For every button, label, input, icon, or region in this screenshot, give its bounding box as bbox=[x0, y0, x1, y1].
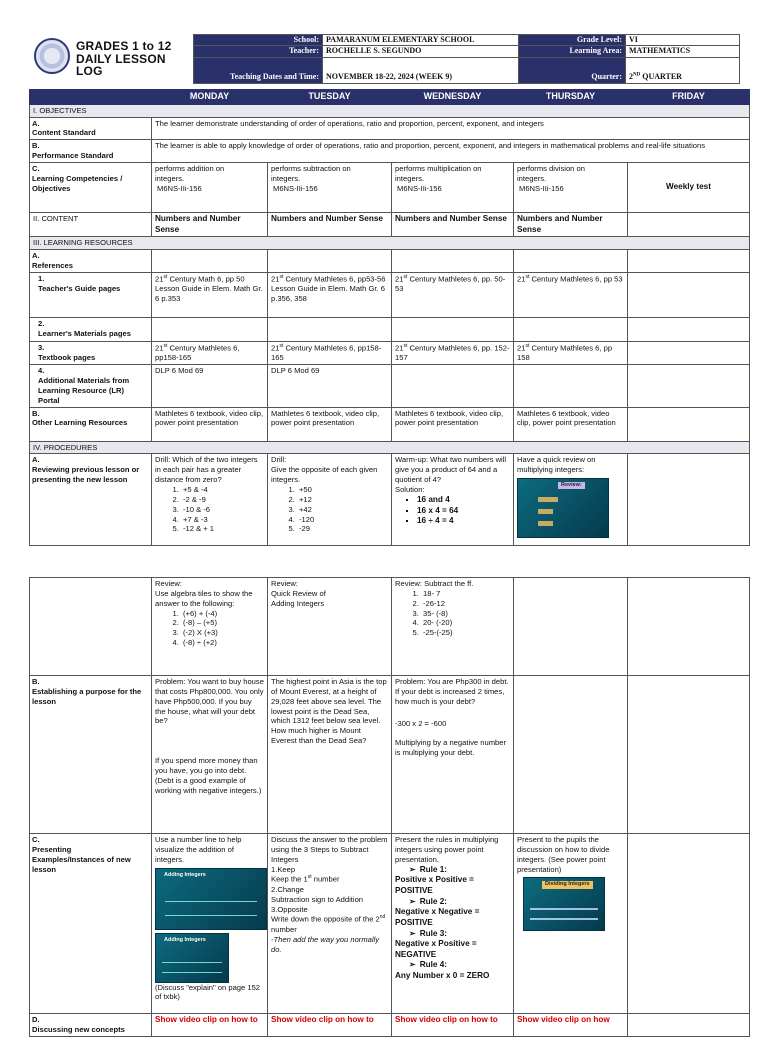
label-references: A.References bbox=[30, 250, 152, 273]
content-thursday: Numbers and Number Sense bbox=[514, 212, 628, 236]
tg-thursday: 21st Century Mathletes 6, pp 53 bbox=[514, 272, 628, 317]
label-presenting: C.Presenting Examples/Instances of new lesson bbox=[30, 834, 152, 1014]
day-tuesday: TUESDAY bbox=[268, 90, 392, 105]
teacher-label: Teacher: bbox=[194, 46, 323, 57]
tb-tuesday: 21st Century Mathletes 6, pp158-165 bbox=[268, 341, 392, 364]
teaching-dates-label: Teaching Dates and Time: bbox=[194, 57, 323, 83]
review2-tuesday: Review: Quick Review of Adding Integers bbox=[268, 578, 392, 676]
review2-monday: Review: Use algebra tiles to show the answer to the following: 1. (+6) + (-4) 2. (-8) – (+5) 3. (-2) X (+3) 4. (-8) ÷ (+2) bbox=[152, 578, 268, 676]
teacher-value: ROCHELLE S. SEGUNDO bbox=[323, 46, 519, 57]
label-discussing: D.Discussing new concepts bbox=[30, 1014, 152, 1037]
adding-integers-slide-1: Adding Integers bbox=[155, 868, 267, 930]
lesson-log-table bbox=[29, 89, 750, 546]
am-tuesday: DLP 6 Mod 69 bbox=[268, 365, 392, 407]
section-objectives: I. OBJECTIVES bbox=[30, 104, 750, 117]
am-monday: DLP 6 Mod 69 bbox=[152, 365, 268, 407]
review2-wednesday: Review: Subtract the ff. 1. 18- 7 2. -26-12 3. 35- (-8) 4. 20- (-20) 5. -25-(-25) bbox=[392, 578, 514, 676]
purpose-wednesday: Problem: You are Php300 in debt. If your debt is increased 2 times, how much is your debt? -300 x 2 = -600 Multiplying by a negative number is multiplying your debt. bbox=[392, 676, 514, 834]
presenting-monday: Use a number line to help visualize the addition of integers. Adding Integers Adding Integers (Discuss "explain" on page 152 of txbk) bbox=[152, 834, 268, 1014]
discussing-tuesday: Show video clip on how to bbox=[268, 1014, 392, 1037]
content-wednesday: Numbers and Number Sense bbox=[392, 212, 514, 236]
tb-monday: 21st Century Mathletes 6, pp158-165 bbox=[152, 341, 268, 364]
label-teachers-guide: 1.Teacher's Guide pages bbox=[30, 272, 152, 317]
competency-tuesday: performs subtraction on integers. M6NS-IIi-156 bbox=[268, 162, 392, 212]
quarter-label: Quarter: bbox=[519, 57, 626, 83]
school-value: PAMARANUM ELEMENTARY SCHOOL bbox=[323, 35, 519, 46]
review-thursday: Have a quick review on multiplying integers: Review: bbox=[514, 454, 628, 546]
school-label: School: bbox=[194, 35, 323, 46]
day-friday: FRIDAY bbox=[628, 90, 750, 105]
section-procedures: IV. PROCEDURES bbox=[30, 441, 750, 454]
discussing-wednesday: Show video clip on how to bbox=[392, 1014, 514, 1037]
adding-integers-slide-2: Adding Integers bbox=[155, 933, 229, 983]
label-additional-materials: 4.Additional Materials from Learning Resource (LR) Portal bbox=[30, 365, 152, 407]
olr-monday: Mathletes 6 textbook, video clip, power point presentation bbox=[152, 407, 268, 441]
tb-thursday: 21st Century Mathletes 6, pp 158 bbox=[514, 341, 628, 364]
label-textbook-pages: 3.Textbook pages bbox=[30, 341, 152, 364]
purpose-monday: Problem: You want to buy house that costs Php800,000. You only have Php500,000. If you buy the house, what will your debt be? If you spend more money than you have, you go into debt. (Debt is a good example of working with negative integers.) bbox=[152, 676, 268, 834]
tg-monday: 21st Century Math 6, pp 50 Lesson Guide in Elem. Math Gr. 6 p.353 bbox=[152, 272, 268, 317]
label-performance-standard: B.Performance Standard bbox=[30, 140, 152, 163]
tg-tuesday: 21st Century Mathletes 6, pp53-56 Lesson Guide in Elem. Math Gr. 6 p.356, 358 bbox=[268, 272, 392, 317]
learning-area-label: Learning Area: bbox=[519, 46, 626, 57]
review-tuesday: Drill: Give the opposite of each given integers. 1. +50 2. +12 3. +42 4. -120 5. -29 bbox=[268, 454, 392, 546]
discussing-thursday: Show video clip on how bbox=[514, 1014, 628, 1037]
lesson-log-table-continued bbox=[29, 577, 750, 1037]
teaching-dates-value: NOVEMBER 18-22, 2024 (WEEK 9) bbox=[323, 57, 519, 83]
grade-level-value: VI bbox=[626, 35, 740, 46]
day-thursday: THURSDAY bbox=[514, 90, 628, 105]
dll-title bbox=[76, 40, 172, 78]
title-line-2: DAILY LESSON bbox=[76, 51, 166, 66]
day-monday: MONDAY bbox=[152, 90, 268, 105]
tg-wednesday: 21st Century Mathletes 6, pp. 50-53 bbox=[392, 272, 514, 317]
content-tuesday: Numbers and Number Sense bbox=[268, 212, 392, 236]
presenting-tuesday: Discuss the answer to the problem using the 3 Steps to Subtract Integers 1.Keep Keep the 1st number 2.Change Subtraction sign to Addition 3.Opposite Write down the opposite of the 2nd number -Then add the way you normally do. bbox=[268, 834, 392, 1014]
deped-seal-logo bbox=[34, 38, 70, 74]
grade-level-label: Grade Level: bbox=[519, 35, 626, 46]
title-line-1: GRADES 1 to 12 bbox=[76, 39, 172, 53]
olr-tuesday: Mathletes 6 textbook, video clip, power point presentation bbox=[268, 407, 392, 441]
competency-friday: Weekly test bbox=[628, 162, 750, 212]
performance-standard-text: The learner is able to apply knowledge of order of operations, ratio and proportion, percent, exponent, and integers in mathematical problems and real-life situations bbox=[152, 140, 750, 163]
olr-thursday: Mathletes 6 textbook, video clip, power point presentation bbox=[514, 407, 628, 441]
discussing-monday: Show video clip on how to bbox=[152, 1014, 268, 1037]
tb-wednesday: 21st Century Mathletes 6, pp. 152-157 bbox=[392, 341, 514, 364]
day-wednesday: WEDNESDAY bbox=[392, 90, 514, 105]
content-monday: Numbers and Number Sense bbox=[152, 212, 268, 236]
competency-wednesday: performs multiplication on integers. M6NS-IIi-156 bbox=[392, 162, 514, 212]
section-learning-resources: III. LEARNING RESOURCES bbox=[30, 237, 750, 250]
review-slide-thumbnail: Review: bbox=[517, 478, 609, 538]
olr-wednesday: Mathletes 6 textbook, video clip, power point presentation bbox=[392, 407, 514, 441]
purpose-tuesday: The highest point in Asia is the top of Mount Everest, at a height of 29,028 feet above sea level. The lowest point is the Dead Sea, which 1312 feet below sea level. How much higher is Mount Everest than the Dead Sea? bbox=[268, 676, 392, 834]
day-header-row bbox=[30, 90, 750, 105]
presenting-wednesday: Present the rules in multiplying integers using power point presentation. ➢ Rule 1: Positive x Positive = POSITIVE ➢ Rule 2: Negative x Negative = POSITIVE ➢ Rule 3: Negative x Positive = NEGATIVE ➢ Rule 4: Any Number x 0 = ZERO bbox=[392, 834, 514, 1014]
label-learners-materials: 2.Learner's Materials pages bbox=[30, 317, 152, 341]
header-info-table bbox=[193, 34, 740, 84]
quarter-value: 2ND QUARTER bbox=[626, 57, 740, 83]
competency-monday: performs addition on integers. M6NS-IIi-156 bbox=[152, 162, 268, 212]
competency-thursday: performs division on integers. M6NS-IIi-156 bbox=[514, 162, 628, 212]
label-purpose: B.Establishing a purpose for the lesson bbox=[30, 676, 152, 834]
label-other-resources: B.Other Learning Resources bbox=[30, 407, 152, 441]
content-standard-text: The learner demonstrate understanding of order of operations, ratio and proportion, percent, exponent, and integers bbox=[152, 117, 750, 140]
presenting-thursday: Present to the pupils the discussion on how to divide integers. (See power point presentation) Dividing Integers bbox=[514, 834, 628, 1014]
label-reviewing: A.Reviewing previous lesson or presenting the new lesson bbox=[30, 454, 152, 546]
section-content: II. CONTENT bbox=[30, 212, 152, 236]
learning-area-value: MATHEMATICS bbox=[626, 46, 740, 57]
label-content-standard: A.Content Standard bbox=[30, 117, 152, 140]
review-monday: Drill: Which of the two integers in each pair has a greater distance from zero? 1. +5 & -4 2. -2 & -9 3. -10 & -6 4. +7 & -3 5. -12 & + 1 bbox=[152, 454, 268, 546]
dividing-integers-slide: Dividing Integers bbox=[523, 877, 605, 931]
label-competencies: C.Learning Competencies / Objectives bbox=[30, 162, 152, 212]
title-line-3: LOG bbox=[76, 64, 103, 79]
review-wednesday: Warm-up: What two numbers will give you a product of 64 and a quotient of 4? Solution: ▪ 16 and 4 ▪ 16 x 4 = 64 ▪ 16 ÷ 4 = 4 bbox=[392, 454, 514, 546]
